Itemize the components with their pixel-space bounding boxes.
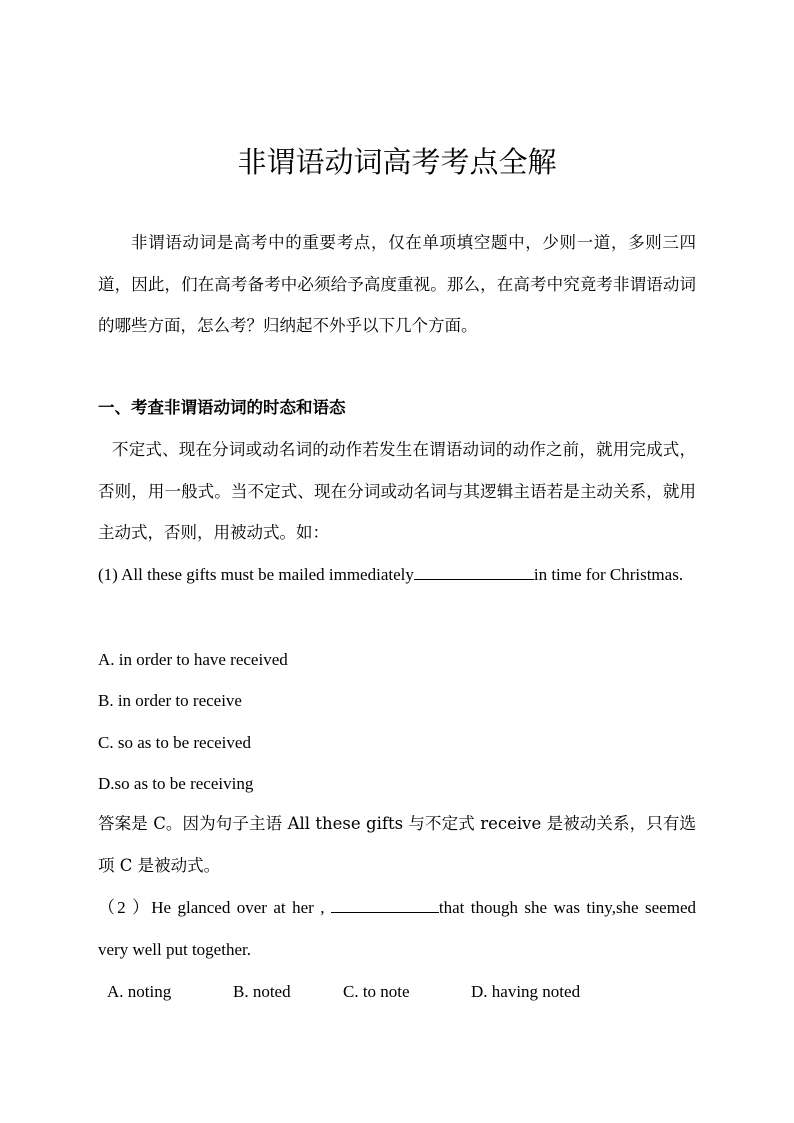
section-heading: 一、考查非谓语动词的时态和语态 [98, 398, 346, 417]
section-body: 不定式、现在分词或动名词的动作若发生在谓语动词的动作之前，就用完成式，否则，用一般式。当不定式、现在分词或动名词与其逻辑主语若是主动关系，就用主动式，否则，用被动式。如： [98, 440, 696, 542]
question-1 [98, 554, 696, 596]
question-1-option-b: B. in order to receive [98, 691, 242, 710]
question-2-option-c: C. to note [343, 982, 410, 1001]
question-1-option-d: D.so as to be receiving [98, 774, 254, 793]
question-2 [98, 887, 696, 970]
question-1-option-c: C. so as to be received [98, 733, 251, 752]
question-1-stem: (1) All these gifts must be mailed immediately [98, 565, 414, 584]
answer-explanation: 答案是 C。因为句子主语 All these gifts 与不定式 receive 是被动关系，只有选项 C 是被动式。 [98, 814, 696, 875]
question-1-option-a: A. in order to have received [98, 650, 288, 669]
question-2-option-d: D. having noted [471, 982, 581, 1001]
question-2-blank [331, 898, 439, 913]
question-2-option-a: A. noting [107, 982, 172, 1001]
intro-paragraph: 非谓语动词是高考中的重要考点，仅在单项填空题中，少则一道，多则三四道，因此，们在高考备考中必须给予高度重视。那么，在高考中究竟考非谓语动词的哪些方面，怎么考？归纳起不外乎以下几个方面。 [98, 233, 696, 335]
document-title: 非谓语动词高考考点全解 [237, 145, 557, 179]
question-2-option-b: B. noted [233, 982, 291, 1001]
question-2-stem-end: that though she was tiny,she seemed very well put together. [98, 898, 696, 959]
question-2-stem: （2 ）He glanced over at her , [98, 898, 325, 917]
question-1-blank [414, 565, 534, 580]
question-1-stem-end: in time for Christmas. [533, 565, 684, 584]
